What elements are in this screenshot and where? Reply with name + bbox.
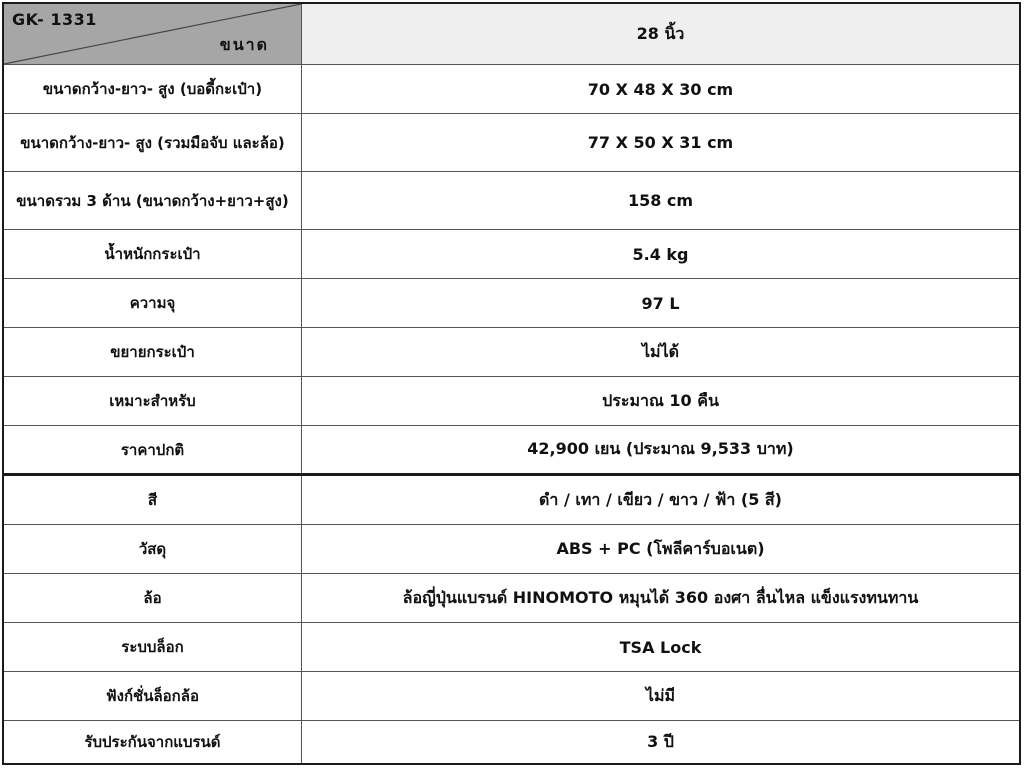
spec-label: ขยายกระเป๋า <box>4 328 302 376</box>
spec-label: ขนาดกว้าง-ยาว- สูง (รวมมือจับ และล้อ) <box>4 114 302 171</box>
spec-value: 5.4 kg <box>632 244 689 264</box>
table-row <box>4 328 1019 377</box>
table-row <box>4 623 1019 672</box>
spec-value: ประมาณ 10 คืน <box>602 390 719 410</box>
spec-label: ราคาปกติ <box>4 426 302 473</box>
table-row <box>4 672 1019 721</box>
spec-label: ความจุ <box>4 279 302 327</box>
spec-value: 77 X 50 X 31 cm <box>587 133 734 152</box>
spec-label: เหมาะสำหรับ <box>4 377 302 425</box>
spec-value: ไม่มี <box>645 685 676 705</box>
spec-label: น้ำหนักกระเป๋า <box>4 230 302 278</box>
table-row <box>4 172 1019 230</box>
table-row <box>4 574 1019 623</box>
header-row <box>4 4 1019 65</box>
spec-label: วัสดุ <box>4 525 302 573</box>
spec-value: 70 X 48 X 30 cm <box>587 79 734 99</box>
size-value: 28 นิ้ว <box>302 4 1019 64</box>
spec-value: TSA Lock <box>619 637 702 657</box>
table-row <box>4 114 1019 172</box>
spec-label: รับประกันจากแบรนด์ <box>4 721 302 763</box>
spec-value: ล้อญี่ปุ่นแบรนด์ HINOMOTO หมุนได้ 360 องศา ลื่นไหล แข็งแรงทนทาน <box>402 587 919 607</box>
spec-value: ดำ / เทา / เขียว / ขาว / ฟ้า (5 สี) <box>539 489 782 509</box>
spec-value: 42,900 เยน (ประมาณ 9,533 บาท) <box>527 439 794 458</box>
spec-label: ขนาดรวม 3 ด้าน (ขนาดกว้าง+ยาว+สูง) <box>4 172 302 229</box>
spec-value: 3 ปี <box>647 731 674 751</box>
table-row <box>4 476 1019 525</box>
size-label: ขนาด <box>219 35 269 54</box>
table-row <box>4 426 1019 476</box>
spec-value: ไม่ได้ <box>641 341 680 361</box>
spec-value: 97 L <box>641 293 680 313</box>
table-row <box>4 377 1019 426</box>
spec-label: ขนาดกว้าง-ยาว- สูง (บอดี้กะเป๋า) <box>4 65 302 113</box>
spec-label: ล้อ <box>4 574 302 622</box>
spec-label: ฟังก์ชั่นล็อกล้อ <box>4 672 302 720</box>
model-number: GK- 1331 <box>12 10 97 29</box>
spec-table <box>2 2 1021 765</box>
spec-value: 158 cm <box>627 191 694 210</box>
spec-label: ระบบล็อก <box>4 623 302 671</box>
table-row <box>4 721 1019 763</box>
table-row <box>4 525 1019 574</box>
spec-value: ABS + PC (โพลีคาร์บอเนต) <box>556 538 765 558</box>
header-corner-cell <box>4 4 302 64</box>
table-row <box>4 65 1019 114</box>
spec-label: สี <box>4 476 302 524</box>
table-row <box>4 230 1019 279</box>
table-row <box>4 279 1019 328</box>
